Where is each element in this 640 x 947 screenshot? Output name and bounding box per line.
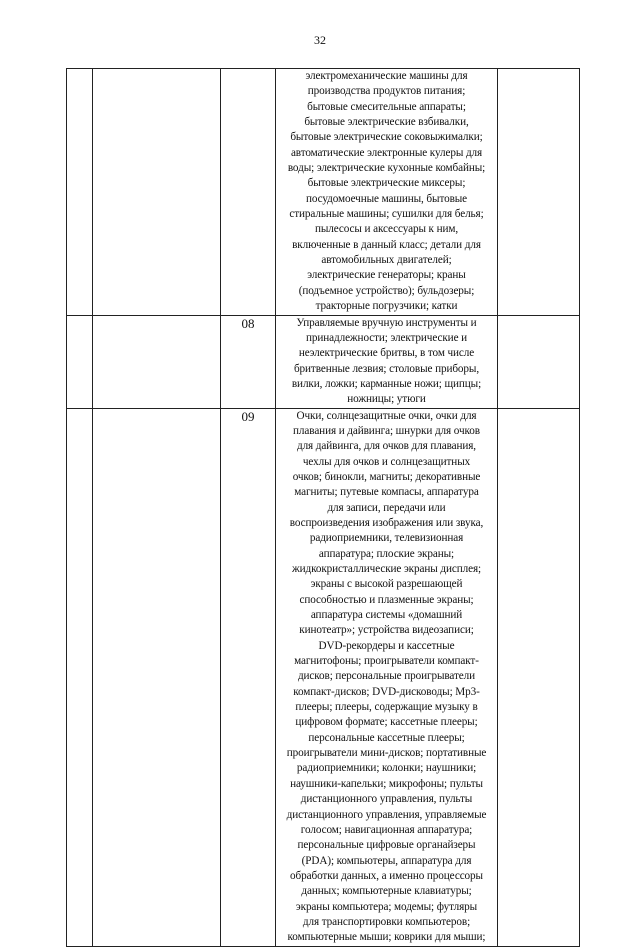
- description-line: радиоприемники; колонки; наушники;: [296, 762, 477, 775]
- description-line: жидкокристаллические экраны дисплея;: [291, 563, 482, 575]
- empty-cell-notes: [498, 69, 580, 316]
- description-line: включенные в данный класс; детали для: [292, 238, 481, 251]
- description-line: дисков; персональные проигрыватели: [297, 670, 476, 683]
- description-line: стиральные машины; сушилки для белья;: [289, 208, 484, 221]
- description-line: дистанционного управления, управляемые: [286, 808, 487, 821]
- description-line: для записи, передачи или: [327, 501, 446, 514]
- empty-cell-number: [67, 315, 93, 408]
- description-line: производства продуктов питания;: [307, 85, 466, 98]
- description-line: очков; бинокли, магниты; декоративные: [292, 470, 481, 483]
- description-line: способностью и плазменные экраны;: [299, 593, 474, 606]
- empty-cell-name: [93, 408, 221, 946]
- description-line: данных; компьютерные клавиатуры;: [301, 885, 472, 898]
- description-line: неэлектрические бритвы, в том числе: [298, 347, 475, 360]
- goods-description-cell: [276, 315, 498, 408]
- goods-table-body: [67, 69, 580, 947]
- description-line: для транспортировки компьютеров;: [302, 915, 471, 928]
- description-line: дистанционного управления, пульты: [300, 793, 473, 806]
- description-line: бытовые электрические соковыжималки;: [290, 131, 483, 144]
- description-line: воспроизведения изображения или звука,: [289, 516, 484, 529]
- description-line: автомобильных двигателей;: [321, 254, 452, 267]
- table-row: [67, 315, 580, 408]
- description-line: экраны с высокой разрешающей: [310, 578, 463, 591]
- description-line: персональные цифровые органайзеры: [297, 839, 476, 852]
- table-row: [67, 69, 580, 316]
- description-line: Очки, солнцезащитные очки, очки для: [296, 409, 477, 422]
- description-line: аппаратура; плоские экраны;: [318, 547, 455, 560]
- description-line: тракторные погрузчики; катки: [315, 300, 458, 313]
- empty-cell-notes: [498, 315, 580, 408]
- empty-cell-number: [67, 69, 93, 316]
- description-line: плееры; плееры, содержащие музыку в: [295, 701, 478, 714]
- description-line: DVD-рекордеры и кассетные: [318, 639, 455, 652]
- description-line: цифровом формате; кассетные плееры;: [295, 716, 478, 729]
- goods-description-cell: [276, 69, 498, 316]
- description-line: наушники-капельки; микрофоны; пульты: [290, 777, 483, 790]
- class-code-cell: 08: [221, 315, 276, 408]
- description-line: обработки данных, а именно процессоры: [290, 869, 483, 882]
- goods-description-cell: [276, 408, 498, 946]
- description-line: автоматические электронные кулеры для: [290, 146, 483, 159]
- description-line: бритвенные лезвия; столовые приборы,: [293, 362, 480, 375]
- description-line: принадлежности; электрические и: [305, 331, 468, 344]
- description-line: бытовые электрические миксеры;: [307, 177, 466, 190]
- description-line: (PDA); компьютеры, аппаратура для: [301, 854, 472, 867]
- description-line: пылесосы и аксессуары к ним,: [314, 223, 459, 236]
- class-code-cell: 09: [221, 408, 276, 946]
- class-code-cell: [221, 69, 276, 316]
- description-line: магнитофоны; проигрыватели компакт-: [294, 655, 479, 668]
- description-line: воды; электрические кухонные комбайны;: [287, 162, 486, 175]
- page-number: 32: [314, 33, 326, 47]
- description-line: бытовые смесительные аппараты;: [307, 100, 466, 113]
- table-row: [67, 408, 580, 946]
- empty-cell-number: [67, 408, 93, 946]
- empty-cell-name: [93, 315, 221, 408]
- empty-cell-name: [93, 69, 221, 316]
- description-line: кинотеатр»; устройства видеозаписи;: [299, 624, 474, 637]
- description-line: (подъемное устройство); бульдозеры;: [298, 284, 475, 297]
- description-line: плавания и дайвинга; шнурки для очков: [293, 424, 480, 437]
- description-line: проигрыватели мини-дисков; портативные: [286, 747, 487, 760]
- description-line: голосом; навигационная аппаратура;: [300, 823, 473, 836]
- description-line: аппаратура системы «домашний: [310, 609, 463, 622]
- description-line: компьютерные мыши; коврики для мыши;: [287, 931, 486, 944]
- description-line: ножницы; утюги: [347, 393, 426, 406]
- description-line: для дайвинга, для очков для плавания,: [296, 440, 477, 453]
- goods-table: [66, 68, 580, 947]
- description-line: экраны компьютера; модемы; футляры: [295, 900, 478, 913]
- description-line: магниты; путевые компасы, аппаратура: [294, 486, 479, 499]
- description-line: компакт-дисков; DVD-дисководы; Мр3-: [293, 685, 480, 698]
- description-line: электрические генераторы; краны: [307, 269, 466, 282]
- empty-cell-notes: [498, 408, 580, 946]
- description-line: персональные кассетные плееры;: [308, 731, 465, 744]
- description-line: чехлы для очков и солнцезащитных: [302, 455, 471, 468]
- description-line: бытовые электрические взбивалки,: [304, 116, 469, 129]
- description-line: Управляемые вручную инструменты и: [296, 316, 477, 329]
- description-line: посудомоечные машины, бытовые: [305, 192, 468, 205]
- description-line: электромеханические машины для: [305, 70, 468, 82]
- description-line: вилки, ложки; карманные ножи; щипцы;: [291, 377, 482, 390]
- description-line: радиоприемники, телевизионная: [309, 532, 464, 545]
